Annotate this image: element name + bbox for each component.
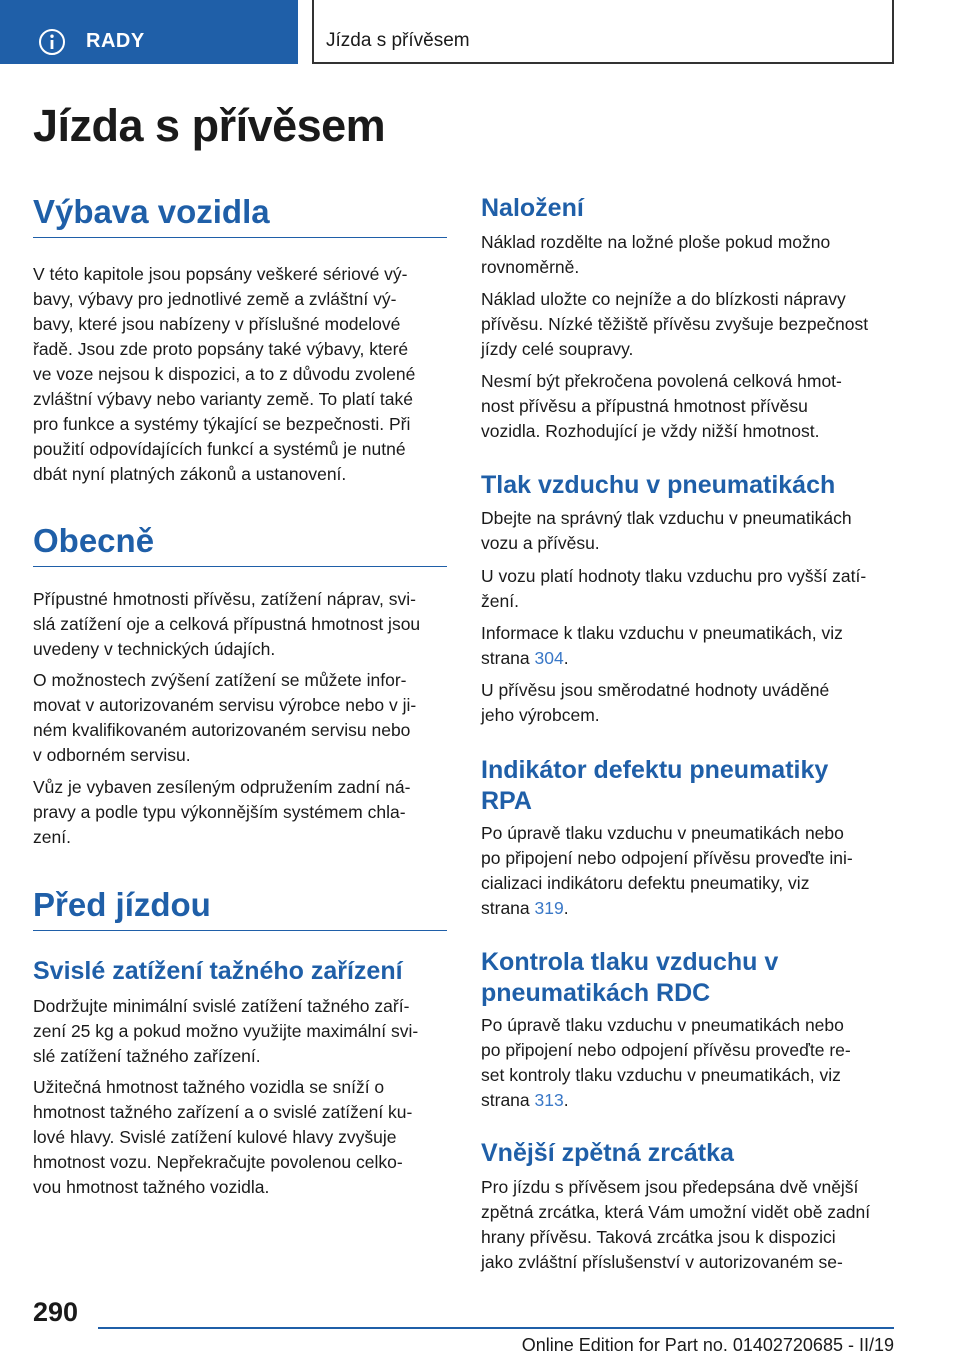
text-line: ném kvalifikovaném autorizovaném servisu nebo (33, 720, 411, 740)
text-line: lové hlavy. Svislé zatížení kulové hlavy zvyšuje (33, 1127, 397, 1147)
text-line (481, 896, 895, 921)
text-line: jeho výrobcem. (481, 705, 600, 725)
paragraph-vertical-2 (33, 1075, 447, 1200)
text-line: U přívěsu jsou směrodatné hodnoty uváděné (481, 680, 830, 700)
text-line: pravy a podle typu výkonnějším systémem chla- (33, 802, 406, 822)
heading-line: RPA (481, 787, 532, 815)
text-line: hmotnost tažného zařízení a o svislé zatížení ku- (33, 1102, 413, 1122)
text-line: U vozu platí hodnoty tlaku vzduchu pro vyšší zatí- (481, 566, 867, 586)
paragraph-rpa (481, 821, 895, 921)
page-number: 290 (33, 1297, 79, 1327)
breadcrumb (312, 0, 894, 64)
text-line: set kontroly tlaku vzduchu v pneumatikách, viz (481, 1065, 841, 1085)
paragraph-general-3 (33, 775, 447, 850)
section-heading-general: Obecně (33, 522, 447, 567)
text-line: cializaci indikátoru defektu pneumatiky, viz (481, 873, 810, 893)
text-line: použití odpovídajících funkcí a systémů je nutné (33, 439, 406, 459)
text-line: zení 25 kg a pokud možno využijte maximální svi- (33, 1021, 419, 1041)
text-line: Náklad uložte co nejníže a do blízkosti nápravy (481, 289, 846, 309)
paragraph-loading-2 (481, 287, 895, 362)
page-title: Jízda s přívěsem (33, 100, 386, 151)
text-line: Pro jízdu s přívěsem jsou předepsána dvě vnější (481, 1177, 859, 1197)
header-tab-rady[interactable] (0, 0, 298, 64)
text-line: movat v autorizovaném servisu výrobce nebo v ji- (33, 695, 417, 715)
page-ref-prefix: strana (481, 898, 535, 918)
text-line: jízdy celé soupravy. (481, 339, 634, 359)
text-line (481, 646, 895, 671)
text-line: přívěsu. Nízké těžiště přívěsu zvyšuje bezpečnost (481, 314, 869, 334)
footer-edition-text: Online Edition for Part no. 01402720685 - II/19 (521, 1335, 894, 1355)
paragraph-pressure-1 (481, 506, 895, 556)
subheading-mirrors: Vnější zpětná zrcátka (481, 1139, 734, 1167)
text-line: Dbejte na správný tlak vzduchu v pneumatikách (481, 508, 852, 528)
subheading-rpa (481, 755, 895, 817)
heading-line: Indikátor defektu pneumatiky (481, 756, 829, 784)
text-line: zení. (33, 827, 71, 847)
text-line (481, 1088, 895, 1113)
text-line: rovnoměrně. (481, 257, 580, 277)
paragraph-pressure-4 (481, 678, 895, 728)
text-line: jako zvláštní příslušenství v autorizovaném se- (481, 1252, 843, 1272)
section-heading-before-driving: Před jízdou (33, 886, 447, 931)
page-link-313[interactable]: 313 (534, 1090, 564, 1110)
paragraph-loading-1 (481, 230, 895, 280)
text-line: hrany přívěsu. Taková zrcátka jsou k dispozici (481, 1227, 836, 1247)
text-line: zpětná zrcátka, která Vám umožní vidět obě zadní (481, 1202, 871, 1222)
subheading-vertical-load: Svislé zatížení tažného zařízení (33, 957, 403, 985)
text-line: Vůz je vybaven zesíleným odpružením zadní ná- (33, 777, 411, 797)
paragraph-general-1 (33, 587, 447, 662)
text-line: bavy, které jsou nabízeny v příslušné modelové (33, 314, 401, 334)
text-line: Užitečná hmotnost tažného vozidla se sníží o (33, 1077, 385, 1097)
paragraph-loading-3 (481, 369, 895, 444)
text-line: Po úpravě tlaku vzduchu v pneumatikách nebo (481, 823, 844, 843)
paragraph-pressure-3 (481, 621, 895, 671)
text-line: vou hmotnost tažného vozidla. (33, 1177, 270, 1197)
text-line: Po úpravě tlaku vzduchu v pneumatikách nebo (481, 1015, 844, 1035)
text-line: Náklad rozdělte na ložné ploše pokud možno (481, 232, 831, 252)
text-line: Dodržujte minimální svislé zatížení tažného zaří- (33, 996, 410, 1016)
text-line: žení. (481, 591, 519, 611)
subheading-loading: Naložení (481, 194, 584, 222)
text-line: slé zatížení tažného zařízení. (33, 1046, 261, 1066)
page-ref-suffix: . (563, 898, 569, 918)
text-line: ve voze nejsou k dispozici, a to z důvodu zvolené (33, 364, 416, 384)
text-line: vozu a přívěsu. (481, 533, 600, 553)
page-ref-suffix: . (563, 648, 569, 668)
subheading-tyre-pressure: Tlak vzduchu v pneumatikách (481, 471, 836, 499)
text-line: řadě. Jsou zde proto popsány také výbavy, které (33, 339, 409, 359)
paragraph-mirrors (481, 1175, 895, 1275)
page-link-304[interactable]: 304 (534, 648, 564, 668)
paragraph-equipment (33, 262, 447, 487)
text-line: dbát nyní platných zákonů a ustanovení. (33, 464, 347, 484)
page-link-319[interactable]: 319 (534, 898, 564, 918)
paragraph-general-2 (33, 668, 447, 768)
text-line: uvedeny v technických údajích. (33, 639, 276, 659)
text-line: vozidla. Rozhodující je vždy nižší hmotnost. (481, 421, 820, 441)
text-line: nost přívěsu a přípustná hmotnost přívěsu (481, 396, 808, 416)
text-line: Přípustné hmotnosti přívěsu, zatížení náprav, svi- (33, 589, 416, 609)
text-line: bavy, výbavy pro jednotlivé země a zvláštní vý- (33, 289, 397, 309)
text-line: Informace k tlaku vzduchu v pneumatikách, viz (481, 623, 843, 643)
paragraph-rdc (481, 1013, 895, 1113)
page-ref-prefix: strana (481, 1090, 535, 1110)
heading-line: pneumatikách RDC (481, 979, 711, 1007)
text-line: hmotnost vozu. Nepřekračujte povolenou celko- (33, 1152, 403, 1172)
text-line: zvláštní výbavy nebo varianty země. To platí také (33, 389, 414, 409)
text-line: Nesmí být překročena povolená celková hmot- (481, 371, 842, 391)
subheading-rdc (481, 947, 895, 1009)
info-icon (38, 28, 66, 56)
paragraph-pressure-2 (481, 564, 895, 614)
header-tab-label: RADY (86, 30, 145, 52)
footer-divider (98, 1327, 894, 1329)
page-ref-prefix: strana (481, 648, 535, 668)
heading-line: Kontrola tlaku vzduchu v (481, 948, 779, 976)
paragraph-vertical-1 (33, 994, 447, 1069)
text-line: V této kapitole jsou popsány veškeré sériové vý- (33, 264, 408, 284)
text-line: po připojení nebo odpojení přívěsu proveďte re- (481, 1040, 851, 1060)
text-line: po připojení nebo odpojení přívěsu proveďte ini- (481, 848, 853, 868)
text-line: v odborném servisu. (33, 745, 191, 765)
breadcrumb-text: Jízda s přívěsem (326, 30, 470, 51)
section-heading-equipment: Výbava vozidla (33, 193, 447, 238)
page-ref-suffix: . (563, 1090, 569, 1110)
text-line: slá zatížení oje a celková přípustná hmotnost jsou (33, 614, 421, 634)
text-line: pro funkce a systémy týkající se bezpečnosti. Při (33, 414, 411, 434)
text-line: O možnostech zvýšení zatížení se můžete infor- (33, 670, 407, 690)
